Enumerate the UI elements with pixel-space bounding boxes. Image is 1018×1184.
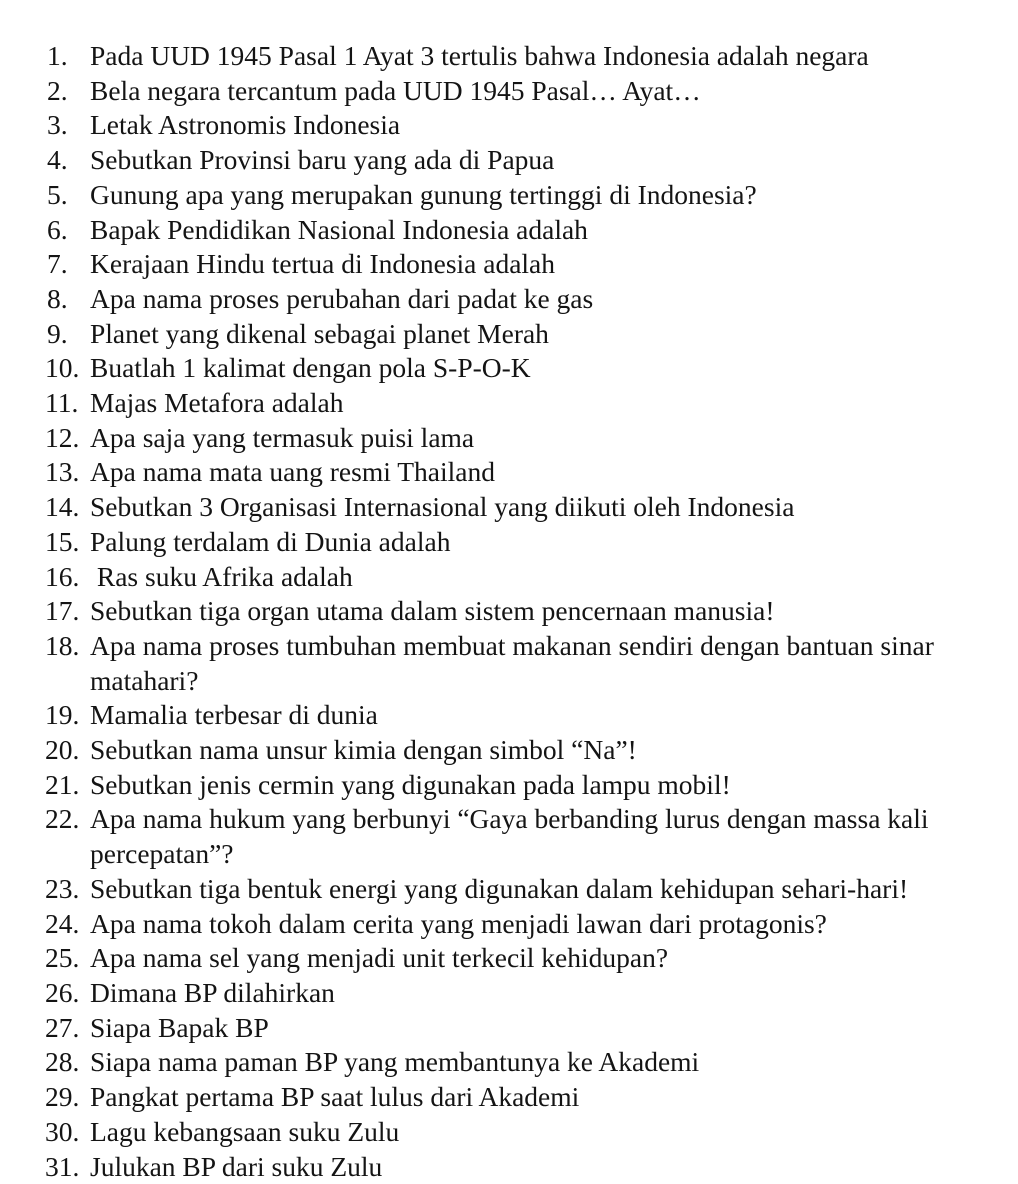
question-number: 27. — [45, 1011, 79, 1046]
question-number: 4. — [47, 143, 68, 178]
question-text: Gunung apa yang merupakan gunung tertinggi di Indonesia? — [90, 179, 757, 210]
question-text: Pada UUD 1945 Pasal 1 Ayat 3 tertulis bahwa Indonesia adalah negara — [90, 40, 869, 71]
question-text: Sebutkan tiga bentuk energi yang digunakan dalam kehidupan sehari-hari! — [90, 873, 908, 904]
question-item — [0, 143, 1018, 178]
question-number: 25. — [45, 941, 79, 976]
question-text: Apa nama mata uang resmi Thailand — [90, 456, 495, 487]
question-number: 21. — [45, 768, 79, 803]
question-text: Bapak Pendidikan Nasional Indonesia adalah — [90, 214, 588, 245]
question-text: Sebutkan jenis cermin yang digunakan pada lampu mobil! — [90, 769, 731, 800]
question-text: Letak Astronomis Indonesia — [90, 109, 400, 140]
question-text: Sebutkan 3 Organisasi Internasional yang diikuti oleh Indonesia — [90, 491, 794, 522]
question-number: 1. — [47, 39, 68, 74]
question-number: 14. — [45, 490, 79, 525]
question-item — [0, 282, 1018, 317]
question-item — [0, 872, 1018, 907]
question-text: Sebutkan tiga organ utama dalam sistem pencernaan manusia! — [90, 595, 774, 626]
question-text: Ras suku Afrika adalah — [90, 561, 353, 592]
question-number: 28. — [45, 1045, 79, 1080]
question-text: Buatlah 1 kalimat dengan pola S-P-O-K — [90, 352, 531, 383]
question-item — [0, 629, 1018, 698]
question-number: 5. — [47, 178, 68, 213]
question-item — [0, 907, 1018, 942]
question-item — [0, 802, 1018, 871]
question-text: Apa saja yang termasuk puisi lama — [90, 422, 474, 453]
question-text: Bela negara tercantum pada UUD 1945 Pasal… Ayat… — [90, 75, 701, 106]
question-number: 10. — [45, 351, 79, 386]
question-text: Siapa nama paman BP yang membantunya ke Akademi — [90, 1046, 699, 1077]
question-item — [0, 247, 1018, 282]
question-document — [0, 39, 1018, 1184]
question-item — [0, 74, 1018, 109]
question-item — [0, 39, 1018, 74]
question-text: Planet yang dikenal sebagai planet Merah — [90, 318, 549, 349]
question-number: 26. — [45, 976, 79, 1011]
question-text: Apa nama hukum yang berbunyi “Gaya berbanding lurus dengan massa kali percepatan”? — [90, 802, 1018, 871]
question-item — [0, 213, 1018, 248]
question-item — [0, 941, 1018, 976]
question-item — [0, 1080, 1018, 1115]
question-number: 22. — [45, 802, 79, 837]
question-number: 16. — [45, 560, 79, 595]
question-item — [0, 386, 1018, 421]
question-item — [0, 1011, 1018, 1046]
question-text: Dimana BP dilahirkan — [90, 977, 335, 1008]
question-text: Mamalia terbesar di dunia — [90, 699, 378, 730]
question-number: 15. — [45, 525, 79, 560]
question-item — [0, 733, 1018, 768]
question-number: 13. — [45, 455, 79, 490]
question-number: 31. — [45, 1150, 79, 1184]
question-item — [0, 421, 1018, 456]
question-list — [0, 39, 1018, 1184]
question-item — [0, 698, 1018, 733]
question-number: 2. — [47, 74, 68, 109]
question-number: 6. — [47, 213, 68, 248]
question-text: Palung terdalam di Dunia adalah — [90, 526, 450, 557]
question-item — [0, 490, 1018, 525]
question-item — [0, 455, 1018, 490]
question-item — [0, 976, 1018, 1011]
question-number: 7. — [47, 247, 68, 282]
question-item — [0, 108, 1018, 143]
question-number: 12. — [45, 421, 79, 456]
question-number: 9. — [47, 317, 68, 352]
question-text: Sebutkan nama unsur kimia dengan simbol “Na”! — [90, 734, 637, 765]
question-item — [0, 178, 1018, 213]
question-number: 19. — [45, 698, 79, 733]
question-item — [0, 317, 1018, 352]
question-number: 24. — [45, 907, 79, 942]
question-number: 18. — [45, 629, 79, 664]
question-number: 29. — [45, 1080, 79, 1115]
question-item — [0, 525, 1018, 560]
question-text: Apa nama tokoh dalam cerita yang menjadi lawan dari protagonis? — [90, 908, 827, 939]
question-text: Pangkat pertama BP saat lulus dari Akademi — [90, 1081, 579, 1112]
question-item — [0, 351, 1018, 386]
question-text: Sebutkan Provinsi baru yang ada di Papua — [90, 144, 554, 175]
question-number: 8. — [47, 282, 68, 317]
question-text: Apa nama proses tumbuhan membuat makanan sendiri dengan bantuan sinar matahari? — [90, 629, 1018, 698]
question-text: Kerajaan Hindu tertua di Indonesia adalah — [90, 248, 555, 279]
question-number: 23. — [45, 872, 79, 907]
question-item — [0, 1045, 1018, 1080]
question-number: 11. — [45, 386, 78, 421]
question-text: Lagu kebangsaan suku Zulu — [90, 1116, 399, 1147]
question-text: Apa nama sel yang menjadi unit terkecil kehidupan? — [90, 942, 668, 973]
question-text: Majas Metafora adalah — [90, 387, 344, 418]
question-number: 20. — [45, 733, 79, 768]
question-number: 17. — [45, 594, 79, 629]
question-item — [0, 560, 1018, 595]
question-text: Siapa Bapak BP — [90, 1012, 269, 1043]
question-item — [0, 768, 1018, 803]
question-item — [0, 594, 1018, 629]
question-number: 30. — [45, 1115, 79, 1150]
question-item — [0, 1115, 1018, 1150]
question-text: Julukan BP dari suku Zulu — [90, 1151, 382, 1182]
question-number: 3. — [47, 108, 68, 143]
question-text: Apa nama proses perubahan dari padat ke gas — [90, 283, 593, 314]
